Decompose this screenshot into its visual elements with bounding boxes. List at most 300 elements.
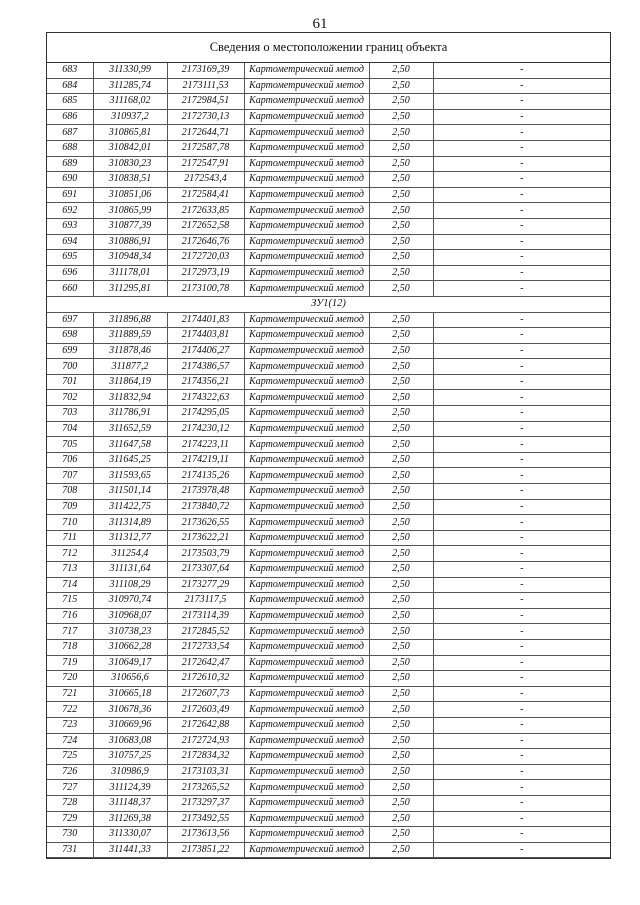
- y-coordinate-cell: 2172584,41: [167, 187, 244, 203]
- y-coordinate-cell: 2173117,5: [167, 593, 244, 609]
- method-cell: Картометрический метод: [244, 78, 369, 94]
- point-number-cell: 725: [47, 749, 93, 765]
- method-cell: Картометрический метод: [244, 187, 369, 203]
- table-row: [47, 795, 610, 811]
- point-number-cell: 727: [47, 780, 93, 796]
- x-coordinate-cell: 311108,29: [93, 577, 167, 593]
- y-coordinate-cell: 2173613,56: [167, 827, 244, 843]
- method-cell: Картометрический метод: [244, 842, 369, 858]
- table-row: [47, 187, 610, 203]
- table-row: [47, 265, 610, 281]
- x-coordinate-cell: 311889,59: [93, 328, 167, 344]
- point-number-cell: 700: [47, 359, 93, 375]
- method-cell: Картометрический метод: [244, 608, 369, 624]
- method-cell: Картометрический метод: [244, 515, 369, 531]
- x-coordinate-cell: 311832,94: [93, 390, 167, 406]
- y-coordinate-cell: 2173111,53: [167, 78, 244, 94]
- point-number-cell: 698: [47, 328, 93, 344]
- y-coordinate-cell: 2172543,4: [167, 172, 244, 188]
- description-cell: -: [433, 546, 610, 562]
- y-coordinate-cell: 2174230,12: [167, 421, 244, 437]
- y-coordinate-cell: 2173297,37: [167, 795, 244, 811]
- description-cell: -: [433, 390, 610, 406]
- description-cell: -: [433, 421, 610, 437]
- description-cell: -: [433, 437, 610, 453]
- table-row: [47, 468, 610, 484]
- method-cell: Картометрический метод: [244, 780, 369, 796]
- accuracy-cell: 2,50: [369, 717, 433, 733]
- description-cell: -: [433, 593, 610, 609]
- method-cell: Картометрический метод: [244, 390, 369, 406]
- point-number-cell: 660: [47, 281, 93, 297]
- accuracy-cell: 2,50: [369, 156, 433, 172]
- point-number-cell: 710: [47, 515, 93, 531]
- y-coordinate-cell: 2173840,72: [167, 499, 244, 515]
- y-coordinate-cell: 2173503,79: [167, 546, 244, 562]
- description-cell: -: [433, 374, 610, 390]
- method-cell: Картометрический метод: [244, 795, 369, 811]
- table-row: [47, 452, 610, 468]
- method-cell: Картометрический метод: [244, 717, 369, 733]
- table-row: [47, 811, 610, 827]
- accuracy-cell: 2,50: [369, 328, 433, 344]
- method-cell: Картометрический метод: [244, 140, 369, 156]
- accuracy-cell: 2,50: [369, 671, 433, 687]
- x-coordinate-cell: 311501,14: [93, 484, 167, 500]
- table-row: [47, 608, 610, 624]
- accuracy-cell: 2,50: [369, 421, 433, 437]
- method-cell: Картометрический метод: [244, 624, 369, 640]
- point-number-cell: 709: [47, 499, 93, 515]
- x-coordinate-cell: 310656,6: [93, 671, 167, 687]
- accuracy-cell: 2,50: [369, 827, 433, 843]
- boundary-points-table: [47, 63, 610, 858]
- table-row: [47, 218, 610, 234]
- page-number: 61: [312, 16, 328, 32]
- description-cell: -: [433, 733, 610, 749]
- point-number-cell: 708: [47, 484, 93, 500]
- x-coordinate-cell: 311647,58: [93, 437, 167, 453]
- y-coordinate-cell: 2172984,51: [167, 94, 244, 110]
- accuracy-cell: 2,50: [369, 639, 433, 655]
- description-cell: -: [433, 515, 610, 531]
- description-cell: -: [433, 468, 610, 484]
- method-cell: Картометрический метод: [244, 499, 369, 515]
- description-cell: -: [433, 842, 610, 858]
- description-cell: -: [433, 686, 610, 702]
- y-coordinate-cell: 2172547,91: [167, 156, 244, 172]
- y-coordinate-cell: 2173851,22: [167, 842, 244, 858]
- x-coordinate-cell: 310937,2: [93, 109, 167, 125]
- accuracy-cell: 2,50: [369, 203, 433, 219]
- y-coordinate-cell: 2173169,39: [167, 63, 244, 78]
- accuracy-cell: 2,50: [369, 187, 433, 203]
- y-coordinate-cell: 2172834,32: [167, 749, 244, 765]
- table-row: [47, 546, 610, 562]
- method-cell: Картометрический метод: [244, 437, 369, 453]
- x-coordinate-cell: 311312,77: [93, 530, 167, 546]
- method-cell: Картометрический метод: [244, 749, 369, 765]
- description-cell: -: [433, 484, 610, 500]
- x-coordinate-cell: 310886,91: [93, 234, 167, 250]
- table-row: [47, 359, 610, 375]
- y-coordinate-cell: 2172633,85: [167, 203, 244, 219]
- method-cell: Картометрический метод: [244, 172, 369, 188]
- point-number-cell: 719: [47, 655, 93, 671]
- point-number-cell: 729: [47, 811, 93, 827]
- accuracy-cell: 2,50: [369, 468, 433, 484]
- table-row: [47, 281, 610, 297]
- accuracy-cell: 2,50: [369, 686, 433, 702]
- point-number-cell: 697: [47, 312, 93, 328]
- table-row: [47, 702, 610, 718]
- table-row: [47, 499, 610, 515]
- x-coordinate-cell: 310665,18: [93, 686, 167, 702]
- table-row: [47, 109, 610, 125]
- accuracy-cell: 2,50: [369, 359, 433, 375]
- method-cell: Картометрический метод: [244, 562, 369, 578]
- y-coordinate-cell: 2173114,39: [167, 608, 244, 624]
- y-coordinate-cell: 2172646,76: [167, 234, 244, 250]
- description-cell: -: [433, 343, 610, 359]
- y-coordinate-cell: 2174401,83: [167, 312, 244, 328]
- table-row: [47, 140, 610, 156]
- y-coordinate-cell: 2173103,31: [167, 764, 244, 780]
- description-cell: -: [433, 234, 610, 250]
- table-row: [47, 780, 610, 796]
- method-cell: Картометрический метод: [244, 733, 369, 749]
- description-cell: -: [433, 717, 610, 733]
- accuracy-cell: 2,50: [369, 78, 433, 94]
- y-coordinate-cell: 2173978,48: [167, 484, 244, 500]
- point-number-cell: 686: [47, 109, 93, 125]
- point-number-cell: 711: [47, 530, 93, 546]
- x-coordinate-cell: 310877,39: [93, 218, 167, 234]
- point-number-cell: 720: [47, 671, 93, 687]
- x-coordinate-cell: 310986,9: [93, 764, 167, 780]
- table-row: [47, 515, 610, 531]
- y-coordinate-cell: 2173307,64: [167, 562, 244, 578]
- accuracy-cell: 2,50: [369, 452, 433, 468]
- table-row: [47, 78, 610, 94]
- description-cell: -: [433, 811, 610, 827]
- accuracy-cell: 2,50: [369, 577, 433, 593]
- y-coordinate-cell: 2172644,71: [167, 125, 244, 141]
- point-number-cell: 730: [47, 827, 93, 843]
- method-cell: Картометрический метод: [244, 343, 369, 359]
- x-coordinate-cell: 310851,06: [93, 187, 167, 203]
- accuracy-cell: 2,50: [369, 265, 433, 281]
- accuracy-cell: 2,50: [369, 312, 433, 328]
- x-coordinate-cell: 310662,28: [93, 639, 167, 655]
- section-row: [47, 296, 610, 312]
- y-coordinate-cell: 2173277,29: [167, 577, 244, 593]
- y-coordinate-cell: 2172845,52: [167, 624, 244, 640]
- point-number-cell: 721: [47, 686, 93, 702]
- accuracy-cell: 2,50: [369, 546, 433, 562]
- method-cell: Картометрический метод: [244, 764, 369, 780]
- x-coordinate-cell: 311878,46: [93, 343, 167, 359]
- accuracy-cell: 2,50: [369, 608, 433, 624]
- accuracy-cell: 2,50: [369, 125, 433, 141]
- method-cell: Картометрический метод: [244, 421, 369, 437]
- y-coordinate-cell: 2172610,32: [167, 671, 244, 687]
- accuracy-cell: 2,50: [369, 250, 433, 266]
- accuracy-cell: 2,50: [369, 390, 433, 406]
- point-number-cell: 705: [47, 437, 93, 453]
- y-coordinate-cell: 2173626,55: [167, 515, 244, 531]
- x-coordinate-cell: 310948,34: [93, 250, 167, 266]
- accuracy-cell: 2,50: [369, 530, 433, 546]
- method-cell: Картометрический метод: [244, 468, 369, 484]
- table-row: [47, 374, 610, 390]
- y-coordinate-cell: 2172587,78: [167, 140, 244, 156]
- x-coordinate-cell: 311254,4: [93, 546, 167, 562]
- accuracy-cell: 2,50: [369, 795, 433, 811]
- method-cell: Картометрический метод: [244, 234, 369, 250]
- table-row: [47, 562, 610, 578]
- y-coordinate-cell: 2173100,78: [167, 281, 244, 297]
- method-cell: Картометрический метод: [244, 265, 369, 281]
- y-coordinate-cell: 2174219,11: [167, 452, 244, 468]
- x-coordinate-cell: 310968,07: [93, 608, 167, 624]
- description-cell: -: [433, 452, 610, 468]
- method-cell: Картометрический метод: [244, 328, 369, 344]
- accuracy-cell: 2,50: [369, 140, 433, 156]
- table-row: [47, 842, 610, 858]
- x-coordinate-cell: 310865,81: [93, 125, 167, 141]
- description-cell: -: [433, 94, 610, 110]
- x-coordinate-cell: 311422,75: [93, 499, 167, 515]
- method-cell: Картометрический метод: [244, 546, 369, 562]
- point-number-cell: 722: [47, 702, 93, 718]
- table-row: [47, 172, 610, 188]
- description-cell: -: [433, 218, 610, 234]
- description-cell: -: [433, 577, 610, 593]
- y-coordinate-cell: 2172607,73: [167, 686, 244, 702]
- point-number-cell: 683: [47, 63, 93, 78]
- method-cell: Картометрический метод: [244, 702, 369, 718]
- accuracy-cell: 2,50: [369, 764, 433, 780]
- y-coordinate-cell: 2172730,13: [167, 109, 244, 125]
- accuracy-cell: 2,50: [369, 63, 433, 78]
- description-cell: -: [433, 359, 610, 375]
- x-coordinate-cell: 311645,25: [93, 452, 167, 468]
- x-coordinate-cell: 310757,25: [93, 749, 167, 765]
- point-number-cell: 723: [47, 717, 93, 733]
- point-number-cell: 712: [47, 546, 93, 562]
- table-row: [47, 764, 610, 780]
- method-cell: Картометрический метод: [244, 218, 369, 234]
- table-row: [47, 234, 610, 250]
- method-cell: Картометрический метод: [244, 811, 369, 827]
- x-coordinate-cell: 311896,88: [93, 312, 167, 328]
- table-row: [47, 94, 610, 110]
- point-number-cell: 724: [47, 733, 93, 749]
- accuracy-cell: 2,50: [369, 172, 433, 188]
- table-row: [47, 156, 610, 172]
- point-number-cell: 716: [47, 608, 93, 624]
- y-coordinate-cell: 2174135,26: [167, 468, 244, 484]
- point-number-cell: 713: [47, 562, 93, 578]
- point-number-cell: 693: [47, 218, 93, 234]
- description-cell: -: [433, 827, 610, 843]
- y-coordinate-cell: 2173622,21: [167, 530, 244, 546]
- x-coordinate-cell: 311330,07: [93, 827, 167, 843]
- x-coordinate-cell: 310649,17: [93, 655, 167, 671]
- x-coordinate-cell: 310669,96: [93, 717, 167, 733]
- point-number-cell: 691: [47, 187, 93, 203]
- description-cell: -: [433, 562, 610, 578]
- accuracy-cell: 2,50: [369, 374, 433, 390]
- x-coordinate-cell: 310970,74: [93, 593, 167, 609]
- table-row: [47, 827, 610, 843]
- y-coordinate-cell: 2174406,27: [167, 343, 244, 359]
- accuracy-cell: 2,50: [369, 811, 433, 827]
- point-number-cell: 717: [47, 624, 93, 640]
- accuracy-cell: 2,50: [369, 842, 433, 858]
- accuracy-cell: 2,50: [369, 484, 433, 500]
- table-row: [47, 328, 610, 344]
- accuracy-cell: 2,50: [369, 218, 433, 234]
- x-coordinate-cell: 311877,2: [93, 359, 167, 375]
- method-cell: Картометрический метод: [244, 374, 369, 390]
- point-number-cell: 702: [47, 390, 93, 406]
- point-number-cell: 699: [47, 343, 93, 359]
- method-cell: Картометрический метод: [244, 639, 369, 655]
- description-cell: -: [433, 655, 610, 671]
- x-coordinate-cell: 310865,99: [93, 203, 167, 219]
- x-coordinate-cell: 311168,02: [93, 94, 167, 110]
- description-cell: -: [433, 702, 610, 718]
- method-cell: Картометрический метод: [244, 671, 369, 687]
- x-coordinate-cell: 311441,33: [93, 842, 167, 858]
- table-row: [47, 125, 610, 141]
- x-coordinate-cell: 310842,01: [93, 140, 167, 156]
- description-cell: -: [433, 795, 610, 811]
- description-cell: -: [433, 530, 610, 546]
- y-coordinate-cell: 2172642,47: [167, 655, 244, 671]
- x-coordinate-cell: 310678,36: [93, 702, 167, 718]
- method-cell: Картометрический метод: [244, 250, 369, 266]
- accuracy-cell: 2,50: [369, 499, 433, 515]
- method-cell: Картометрический метод: [244, 63, 369, 78]
- table-row: [47, 203, 610, 219]
- accuracy-cell: 2,50: [369, 702, 433, 718]
- accuracy-cell: 2,50: [369, 406, 433, 422]
- point-number-cell: 714: [47, 577, 93, 593]
- accuracy-cell: 2,50: [369, 281, 433, 297]
- x-coordinate-cell: 311652,59: [93, 421, 167, 437]
- accuracy-cell: 2,50: [369, 733, 433, 749]
- accuracy-cell: 2,50: [369, 780, 433, 796]
- x-coordinate-cell: 311864,19: [93, 374, 167, 390]
- boundary-table-sheet: [46, 32, 611, 859]
- x-coordinate-cell: 310830,23: [93, 156, 167, 172]
- table-row: [47, 390, 610, 406]
- y-coordinate-cell: 2174223,11: [167, 437, 244, 453]
- table-row: [47, 312, 610, 328]
- accuracy-cell: 2,50: [369, 437, 433, 453]
- x-coordinate-cell: 310838,51: [93, 172, 167, 188]
- accuracy-cell: 2,50: [369, 749, 433, 765]
- method-cell: Картометрический метод: [244, 686, 369, 702]
- y-coordinate-cell: 2172652,58: [167, 218, 244, 234]
- accuracy-cell: 2,50: [369, 109, 433, 125]
- x-coordinate-cell: 310683,08: [93, 733, 167, 749]
- x-coordinate-cell: 311131,64: [93, 562, 167, 578]
- table-row: [47, 250, 610, 266]
- point-number-cell: 701: [47, 374, 93, 390]
- table-row: [47, 437, 610, 453]
- table-row: [47, 577, 610, 593]
- accuracy-cell: 2,50: [369, 343, 433, 359]
- description-cell: -: [433, 764, 610, 780]
- point-number-cell: 688: [47, 140, 93, 156]
- point-number-cell: 684: [47, 78, 93, 94]
- x-coordinate-cell: 311285,74: [93, 78, 167, 94]
- method-cell: Картометрический метод: [244, 655, 369, 671]
- accuracy-cell: 2,50: [369, 624, 433, 640]
- description-cell: -: [433, 250, 610, 266]
- x-coordinate-cell: 311314,89: [93, 515, 167, 531]
- point-number-cell: 696: [47, 265, 93, 281]
- table-caption: Сведения о местоположении границ объекта: [47, 33, 610, 63]
- y-coordinate-cell: 2174295,05: [167, 406, 244, 422]
- method-cell: Картометрический метод: [244, 452, 369, 468]
- point-number-cell: 690: [47, 172, 93, 188]
- y-coordinate-cell: 2172973,19: [167, 265, 244, 281]
- point-number-cell: 715: [47, 593, 93, 609]
- table-row: [47, 733, 610, 749]
- description-cell: -: [433, 608, 610, 624]
- method-cell: Картометрический метод: [244, 125, 369, 141]
- accuracy-cell: 2,50: [369, 593, 433, 609]
- description-cell: -: [433, 109, 610, 125]
- x-coordinate-cell: 311148,37: [93, 795, 167, 811]
- method-cell: Картометрический метод: [244, 281, 369, 297]
- x-coordinate-cell: 311593,65: [93, 468, 167, 484]
- description-cell: -: [433, 172, 610, 188]
- point-number-cell: 726: [47, 764, 93, 780]
- point-number-cell: 685: [47, 94, 93, 110]
- y-coordinate-cell: 2172603,49: [167, 702, 244, 718]
- method-cell: Картометрический метод: [244, 577, 369, 593]
- description-cell: -: [433, 639, 610, 655]
- x-coordinate-cell: 311330,99: [93, 63, 167, 78]
- description-cell: -: [433, 187, 610, 203]
- method-cell: Картометрический метод: [244, 593, 369, 609]
- method-cell: Картометрический метод: [244, 827, 369, 843]
- x-coordinate-cell: 311178,01: [93, 265, 167, 281]
- accuracy-cell: 2,50: [369, 515, 433, 531]
- point-number-cell: 706: [47, 452, 93, 468]
- table-row: [47, 624, 610, 640]
- x-coordinate-cell: 311269,38: [93, 811, 167, 827]
- y-coordinate-cell: 2172642,88: [167, 717, 244, 733]
- table-row: [47, 484, 610, 500]
- point-number-cell: 692: [47, 203, 93, 219]
- accuracy-cell: 2,50: [369, 234, 433, 250]
- table-row: [47, 593, 610, 609]
- description-cell: -: [433, 78, 610, 94]
- table-row: [47, 530, 610, 546]
- description-cell: -: [433, 312, 610, 328]
- point-number-cell: 707: [47, 468, 93, 484]
- y-coordinate-cell: 2172733,54: [167, 639, 244, 655]
- table-row: [47, 639, 610, 655]
- description-cell: -: [433, 406, 610, 422]
